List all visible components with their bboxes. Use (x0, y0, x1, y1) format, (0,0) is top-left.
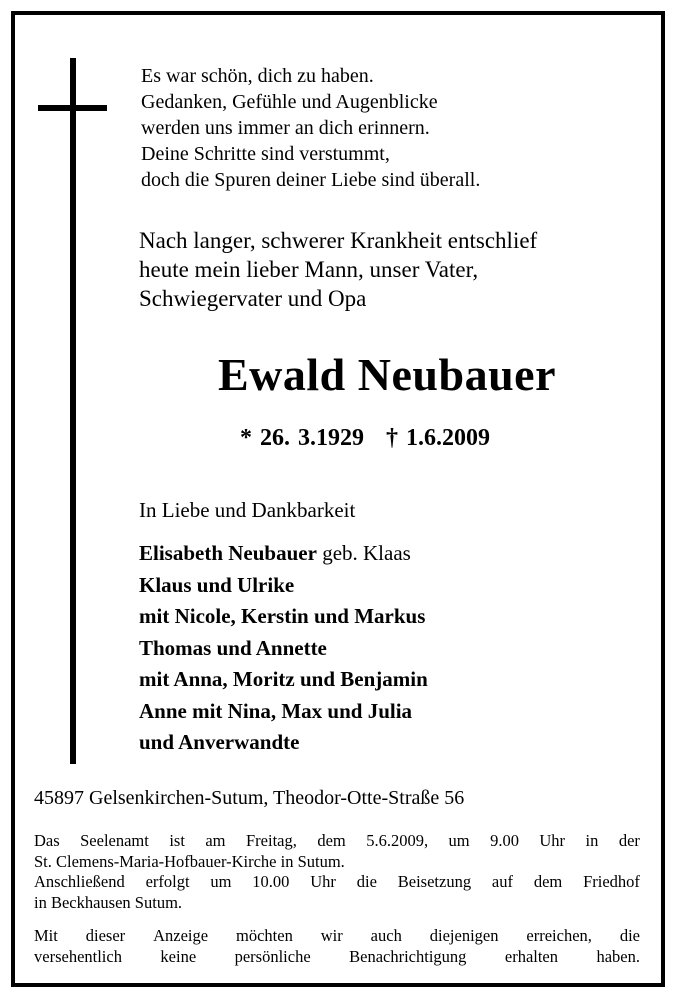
mourner-name: und Anverwandte (139, 730, 300, 754)
notice-line (34, 831, 640, 852)
notice-word: Uhr (539, 831, 566, 850)
thanks-line: In Liebe und Dankbarkeit (139, 498, 356, 522)
mourner-line (139, 633, 428, 665)
notice-word: haben. (596, 946, 640, 966)
notice-word: Anschließend (34, 872, 125, 891)
notice-line (34, 926, 640, 947)
mourner-name: Elisabeth Neubauer (139, 541, 317, 565)
announcement-line: heute mein lieber Mann, unser Vater, (139, 257, 479, 282)
notice-word: um (210, 872, 232, 891)
notice-word: Mit (34, 926, 58, 945)
notice-word: Uhr (310, 872, 336, 891)
poem-line: werden uns immer an dich erinnern. (141, 117, 430, 139)
notification-notice (34, 926, 640, 967)
announcement-line: Nach langer, schwerer Krankheit entschlief (139, 228, 538, 253)
mourner-name: Anne mit Nina, Max und Julia (139, 698, 413, 723)
notice-word: 9.00 (490, 831, 519, 850)
poem (141, 63, 480, 193)
notice-word: Freitag, (245, 831, 297, 850)
notice-word: dem (317, 831, 346, 850)
notice-word: keine (160, 946, 197, 966)
notice-line (34, 947, 640, 968)
mourner-name: mit Nicole, Kerstin und Markus (139, 604, 426, 628)
mourner-line (139, 696, 428, 728)
poem-line: Gedanken, Gefühle und Augenblicke (141, 91, 438, 113)
notice-word: erfolgt (145, 872, 190, 891)
birth-symbol: * (240, 425, 252, 451)
notice-word: Friedhof (583, 872, 640, 891)
notice-line: in Beckhausen Sutum. (34, 892, 183, 912)
death-date: 1.6.2009 (406, 425, 490, 451)
notice-word: der (618, 831, 640, 850)
cross-icon (70, 58, 76, 764)
notice-word: ist (169, 831, 185, 850)
birth-date: 26. 3.1929 (260, 425, 364, 451)
mourner-line (139, 570, 428, 602)
mourners-list (139, 538, 428, 759)
notice-word: dem (533, 872, 563, 891)
funeral-notice (34, 831, 640, 913)
life-dates (240, 422, 490, 454)
notice-word: Seelenamt (80, 831, 149, 850)
mourner-name: Thomas und Annette (139, 635, 327, 660)
mourner-line (139, 727, 428, 759)
notice-word: 10.00 (252, 872, 290, 891)
announcement-text (139, 226, 537, 313)
notice-word: wir (320, 926, 343, 945)
notice-word: um (448, 831, 470, 850)
notice-word: am (205, 831, 226, 850)
notice-word: versehentlich (34, 946, 122, 966)
poem-line: doch die Spuren deiner Liebe sind überall. (141, 169, 481, 191)
mourner-line (139, 601, 428, 633)
notice-word: 5.6.2009, (366, 831, 429, 850)
notice-line (34, 872, 640, 893)
maiden-name: geb. Klaas (316, 541, 411, 565)
mourner-name: mit Anna, Moritz und Benjamin (139, 667, 428, 691)
cross-icon-bar (38, 105, 107, 111)
notice-word: die (619, 926, 640, 945)
notice-word: in (585, 831, 599, 850)
notice-word: erhalten (504, 946, 559, 966)
poem-line: Es war schön, dich zu haben. (141, 65, 374, 87)
notice-word: auf (491, 872, 513, 891)
notice-word: persönliche (234, 946, 311, 966)
notice-word: Benachrichtigung (349, 946, 467, 966)
announcement-line: Schwiegervater und Opa (139, 286, 367, 311)
notice-word: dieser (85, 926, 126, 945)
notice-word: die (356, 872, 377, 891)
notice-word: diejenigen (429, 926, 499, 945)
poem-line: Deine Schritte sind verstummt, (141, 143, 390, 165)
mourner-line (139, 538, 428, 570)
mourner-name: Klaus und Ulrike (139, 572, 295, 597)
notice-word: Anzeige (153, 926, 209, 945)
mourner-line (139, 664, 428, 696)
notice-word: Das (34, 831, 60, 850)
notice-line: St. Clemens-Maria-Hofbauer-Kirche in Sutum. (34, 851, 345, 871)
dagger-icon: † (386, 425, 398, 451)
notice-word: möchten (236, 926, 293, 945)
notice-word: auch (370, 926, 402, 945)
address: 45897 Gelsenkirchen-Sutum, Theodor-Otte-Straße 56 (34, 787, 465, 809)
notice-word: Beisetzung (397, 872, 472, 891)
deceased-name: Ewald Neubauer (218, 349, 556, 400)
notice-word: erreichen, (526, 926, 592, 945)
